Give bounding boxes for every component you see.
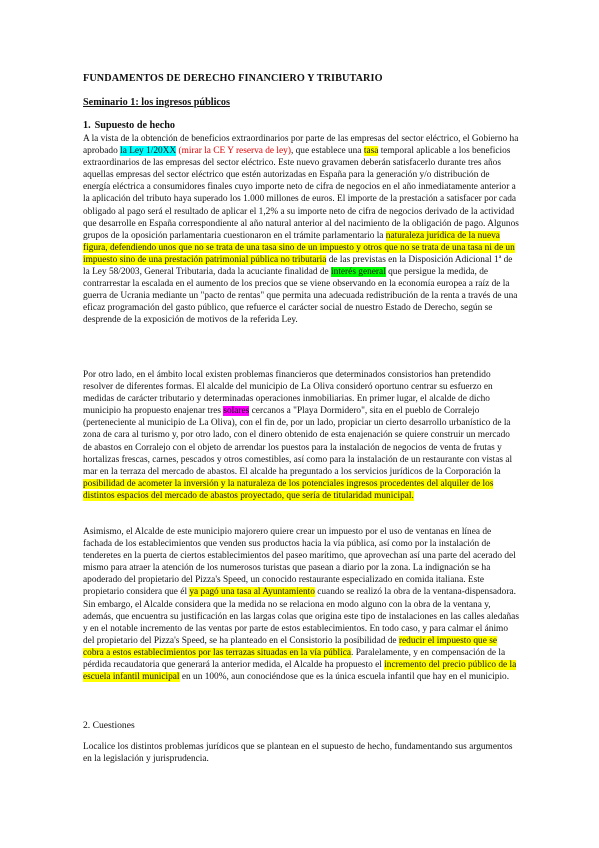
paragraph-2	[83, 369, 519, 502]
highlight-reducir-impuesto: reducir el impuesto que se cobra a estos establecimientos por las terrazas situadas en la vía pública	[83, 635, 497, 658]
document-title: FUNDAMENTOS DE DERECHO FINANCIERO Y TRIBUTARIO	[83, 73, 383, 84]
highlight-naturaleza: naturaleza jurídica de la nueva figura, defendiendo unos que no se trata de una tasa sino de un impuesto y otros que no se trata de una tasa ni de un impuesto sino de una prestación patrimonial pública no tributaria	[83, 230, 515, 265]
highlight-tasa-pagada: ya pagó una tasa al Ayuntamiento	[189, 587, 315, 598]
highlight-interes-general: interés general	[331, 267, 386, 278]
text-run: temporal aplicable a los beneficios extraordinarios de las empresas del sector eléctrico. Este nuevo gravamen deberán satisfacerlo durante tres años aquellas empresas del sector eléctrico que estén autorizadas en España para la generación y/o distribución de energía eléctrica a consumidores finales cuyo importe neto de cifra de negocios en el año inmediatamente anterior a la aplicación del tributo haya superado los 1.000 millones de euros. El importe de la prestación a satisfacer por cada obligado al pago será el resultado de aplicar el 1,2% a su importe neto de cifra de negocios derivado de la actividad que desarrolle en España correspondiente al año natural anterior al del nacimiento de la obligación de pago. Algunos grupos de la oposición parlamentaria cuestionaron en el trámite parlamentario la	[83, 146, 519, 241]
text-run: cercanos a "Playa Dormidero", sita en el pueblo de Corralejo (perteneciente al municipio de La Oliva), con el fin de, por un lado, propiciar un cierto desarrollo urbanístico de la zona de cara al turismo y, por otro lado, con el dinero obtenido de esta enajenación se quiere construir un mercado de abastos en Corralejo con el objeto de arrendar los puestos para la instalación de negocios de venta de frutas y hortalizas frescas, carnes, pescados y otros comestibles, así como para la instalación de un restaurante con vistas al mar en la terraza del mercado de abastos. El alcalde ha preguntado a los servicios jurídicos de la Corporación la	[83, 406, 513, 477]
text-run: , que establece una	[290, 146, 364, 157]
text-run: de las previstas en la Disposición Adicional 1ª de la Ley 58/2003, General Tributaria, dada la acuciante finalidad de	[83, 254, 513, 278]
highlight-tasa: tasa	[363, 146, 379, 157]
section-label: Supuesto de hecho	[94, 120, 176, 131]
seminar-heading: Seminario 1: los ingresos públicos	[83, 97, 230, 108]
law-note: (mirar la CE Y reserva de ley)	[178, 146, 291, 157]
text-run: en un 100%, aun conociéndose que es la única escuela infantil que hay en el municipio.	[179, 672, 510, 683]
text-run: que persigue la medida, de contrarrestar la escalada en el aumento de los precios que se viene observando en la economía europea a raíz de la guerra de Ucrania mediante un "pacto de rentas" que permita una adecuada redistribución de la renta a través de una eficaz programación del gasto público, que refuerce el carácter social de nuestro Estado de Derecho, según se desprende de la exposición de motivos de la referida Ley.	[83, 267, 518, 326]
section-heading-supuesto	[83, 120, 175, 131]
section-number: 1.	[83, 120, 91, 131]
highlight-precio-publico: incremento del precio público de la escuela infantil municipal	[83, 660, 517, 683]
paragraph-4: Localice los distintos problemas jurídicos que se plantean en el supuesto de hecho, fundamentando sus argumentos en la legislación y jurisprudencia.	[83, 742, 513, 765]
section-heading-cuestiones: 2. Cuestiones	[83, 720, 135, 731]
text-run: cuando se realizó la obra de la ventana-dispensadora. Sin embargo, el Alcalde considera que la medida no se relaciona en modo alguno con la obra de la ventana y, además, que encuentra su justificación en las largas colas que origina este tipo de instalaciones en las calles aledañas y en el notable incremento de las ventas por parte de estos establecimientos. En todo caso, y para calmar el ánimo del propietario del Pizza's Speed, se ha planteado en el Consistorio la posibilidad de	[83, 587, 519, 646]
highlight-solares: solares	[223, 406, 250, 417]
highlight-inversion: posibilidad de acometer la inversión y la naturaleza de los potenciales ingresos procedentes del alquiler de los distintos espacios del mercado de abastos proyectado, que sería de titularidad municipal.	[83, 478, 494, 501]
text-run: Por otro lado, en el ámbito local existen problemas financieros que determinados consistorios han pretendido resolver de diferentes formas. El alcalde del municipio de La Oliva consideró oportuno centrar su esfuerzo en medidas de carácter tributario y determinadas operaciones inmobiliarias. En primer lugar, el alcalde de dicho municipio ha propuesto enajenar tres	[83, 370, 493, 417]
paragraph-1	[83, 133, 519, 327]
highlight-law: la Ley 1/20XX	[120, 146, 177, 157]
text-run: A la vista de la obtención de beneficios extraordinarios por parte de las empresas del sector eléctrico, el Gobierno ha aprobado	[83, 134, 519, 157]
text-run: Asimismo, el Alcalde de este municipio majorero quiere crear un impuesto por el uso de ventanas en línea de fachada de los establecimientos que venden sus productos hacia la vía pública, así como por la instalación de tenderetes en la puerta de ciertos establecimientos del paseo marítimo, que aprovechan así una parte del acerado del mismo para atraer la atención de los numerosos turistas que pasean a diario por la zona. La indignación se ha apoderado del propietario del Pizza's Speed, un conocido restaurante especializado en comida italiana. Este propietario considera que él	[83, 527, 516, 598]
paragraph-3	[83, 526, 519, 683]
text-run: . Paralelamente, y en compensación de la pérdida recaudatoria que generará la anterior medida, el Alcalde ha propuesto el	[83, 647, 506, 671]
